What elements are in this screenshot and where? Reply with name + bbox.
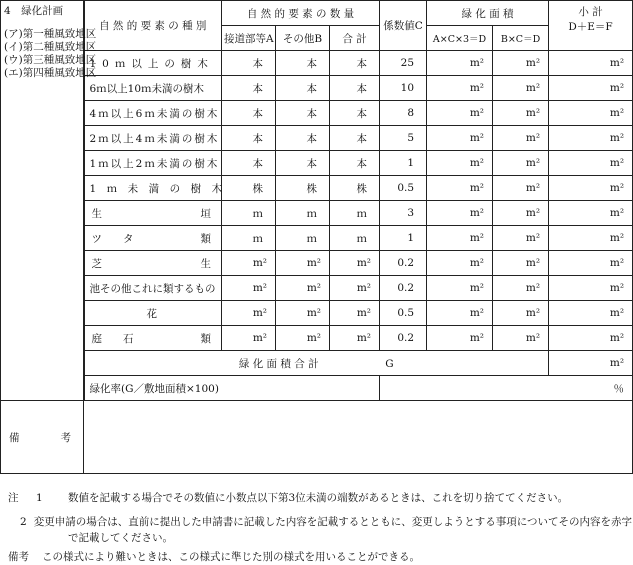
- row-unit-b[interactable]: ｍ: [276, 226, 330, 251]
- row-coefficient: 10: [380, 76, 427, 101]
- note-2: [8, 514, 632, 530]
- section-title: 4 緑化計画: [4, 5, 64, 17]
- row-coefficient: 1: [380, 226, 427, 251]
- bikou-text: この様式により難いときは、この様式に準じた別の様式を用いることができる。: [42, 551, 420, 563]
- row-category-right: 類: [200, 332, 211, 345]
- row-category: 1 ｍ 未 満 の 樹 木: [84, 176, 222, 201]
- row-unit-f[interactable]: m²: [549, 151, 633, 176]
- row-unit-d[interactable]: m²: [427, 276, 493, 301]
- row-unit-a[interactable]: 株: [222, 176, 276, 201]
- total-row-label: 緑 化 面 積 合 計: [238, 357, 319, 370]
- row-unit-a[interactable]: ｍ: [222, 226, 276, 251]
- row-unit-b[interactable]: 本: [276, 126, 330, 151]
- note-text: 数値を記載する場合でその数値に小数点以下第3位未満の端数があるときは、これを切り捨ててください。: [68, 492, 569, 504]
- row-category: 池その他これに類するもの: [84, 276, 222, 301]
- row-unit-d[interactable]: m²: [427, 176, 493, 201]
- note-1: [8, 490, 632, 506]
- row-category-cell: [84, 251, 222, 276]
- header-road-side: 接道部等A: [222, 26, 276, 51]
- row-unit-f[interactable]: m²: [549, 301, 633, 326]
- row-category-cell: [84, 326, 222, 351]
- row-unit-a[interactable]: ｍ: [222, 201, 276, 226]
- row-category: 6ｍ以上10ｍ未満の樹木: [84, 76, 222, 101]
- row-category: 2ｍ以上4ｍ未満の樹木: [84, 126, 222, 151]
- row-unit-b[interactable]: m²: [276, 326, 330, 351]
- row-category-right: 類: [200, 232, 211, 245]
- row-category-left: 生: [91, 207, 102, 220]
- row-coefficient: 0.2: [380, 251, 427, 276]
- row-category-left: 庭 石: [91, 332, 134, 345]
- header-category: 自 然 的 要 素 の 種 別: [84, 1, 222, 51]
- notes-label: 注: [8, 492, 19, 504]
- row-coefficient: 0.2: [380, 326, 427, 351]
- row-unit-total[interactable]: ｍ: [330, 201, 380, 226]
- row-unit-d[interactable]: m²: [427, 301, 493, 326]
- row-unit-f[interactable]: m²: [549, 51, 633, 76]
- total-row-value[interactable]: m²: [549, 351, 633, 376]
- row-unit-total[interactable]: m²: [330, 251, 380, 276]
- row-coefficient: 1: [380, 151, 427, 176]
- row-unit-e[interactable]: m²: [493, 176, 549, 201]
- row-coefficient: 0.5: [380, 176, 427, 201]
- row-unit-e[interactable]: m²: [493, 101, 549, 126]
- row-category-left: 芝: [91, 257, 102, 270]
- row-unit-b[interactable]: 本: [276, 51, 330, 76]
- notes-section: [8, 490, 632, 565]
- row-unit-d[interactable]: m²: [427, 226, 493, 251]
- row-category: 10ｍ以上の樹木: [84, 51, 222, 76]
- row-unit-f[interactable]: m²: [549, 251, 633, 276]
- row-category-cell: [84, 201, 222, 226]
- header-subtotal-formula: D＋E＝F: [568, 21, 613, 33]
- rate-row-value[interactable]: ％: [380, 376, 633, 401]
- row-unit-b[interactable]: m²: [276, 251, 330, 276]
- row-unit-e[interactable]: m²: [493, 276, 549, 301]
- zone-3: (ウ)第三種風致地区: [4, 54, 97, 66]
- row-unit-total[interactable]: m²: [330, 326, 380, 351]
- row-coefficient: 3: [380, 201, 427, 226]
- row-unit-total[interactable]: m²: [330, 301, 380, 326]
- row-unit-e[interactable]: m²: [493, 76, 549, 101]
- header-subtotal: 小 計: [578, 6, 603, 18]
- row-unit-d[interactable]: m²: [427, 251, 493, 276]
- row-unit-f[interactable]: m²: [549, 76, 633, 101]
- total-row-label-cell: [84, 351, 549, 376]
- row-category-right: 生: [200, 257, 211, 270]
- row-category-cell: [84, 301, 222, 326]
- bikou-row: [8, 549, 632, 565]
- row-coefficient: 5: [380, 126, 427, 151]
- row-unit-f[interactable]: m²: [549, 276, 633, 301]
- note-2-continued: で記載してください。: [68, 532, 173, 544]
- row-unit-d[interactable]: m²: [427, 76, 493, 101]
- header-greening-area: 緑 化 面 積: [427, 1, 549, 26]
- row-unit-e[interactable]: m²: [493, 301, 549, 326]
- remarks-label-left: 備: [9, 431, 20, 444]
- remarks-label-right: 考: [60, 431, 71, 444]
- row-unit-e[interactable]: m²: [493, 326, 549, 351]
- row-unit-total[interactable]: 株: [330, 176, 380, 201]
- row-unit-a[interactable]: 本: [222, 76, 276, 101]
- remarks-field[interactable]: [84, 401, 633, 474]
- row-unit-b[interactable]: 株: [276, 176, 330, 201]
- section-cell: [1, 1, 97, 401]
- row-unit-f[interactable]: m²: [549, 126, 633, 151]
- row-unit-d[interactable]: m²: [427, 126, 493, 151]
- zone-1: (ア)第一種風致地区: [4, 28, 97, 40]
- row-unit-total[interactable]: 本: [330, 126, 380, 151]
- row-unit-d[interactable]: m²: [427, 51, 493, 76]
- row-category-right: 垣: [200, 207, 211, 220]
- row-unit-total[interactable]: 本: [330, 101, 380, 126]
- note-text: 変更申請の場合は、直前に提出した申請書に記載した内容を記載するとともに、変更しようとする事項についてその内容を赤字: [33, 516, 632, 528]
- row-coefficient: 0.5: [380, 301, 427, 326]
- row-unit-e[interactable]: m²: [493, 51, 549, 76]
- row-unit-e[interactable]: m²: [493, 251, 549, 276]
- row-category-left: ツ タ: [91, 232, 134, 245]
- row-unit-b[interactable]: 本: [276, 76, 330, 101]
- header-coefficient: 係数値C: [380, 1, 427, 51]
- row-unit-b[interactable]: m²: [276, 276, 330, 301]
- rate-row-label: 緑化率(G／敷地面積×100): [84, 376, 380, 401]
- total-row-symbol: G: [385, 357, 394, 370]
- row-unit-a[interactable]: 本: [222, 51, 276, 76]
- row-unit-f[interactable]: m²: [549, 101, 633, 126]
- row-unit-e[interactable]: m²: [493, 201, 549, 226]
- row-category: 4ｍ以上6ｍ未満の樹木: [84, 101, 222, 126]
- row-unit-b[interactable]: m²: [276, 301, 330, 326]
- row-category: 1ｍ以上2ｍ未満の樹木: [84, 151, 222, 176]
- header-subtotal-cell: [549, 1, 633, 51]
- row-unit-total[interactable]: m²: [330, 276, 380, 301]
- header-formula-e: B×C＝D: [493, 26, 549, 51]
- zone-2: (イ)第二種風致地区: [4, 41, 97, 53]
- row-unit-b[interactable]: 本: [276, 151, 330, 176]
- row-unit-e[interactable]: m²: [493, 126, 549, 151]
- row-category-cell: [84, 226, 222, 251]
- row-unit-e[interactable]: m²: [493, 226, 549, 251]
- row-unit-d[interactable]: m²: [427, 326, 493, 351]
- row-unit-a[interactable]: m²: [222, 326, 276, 351]
- row-unit-a[interactable]: m²: [222, 251, 276, 276]
- row-unit-d[interactable]: m²: [427, 201, 493, 226]
- row-unit-total[interactable]: 本: [330, 151, 380, 176]
- row-unit-f[interactable]: m²: [549, 226, 633, 251]
- header-other: その他B: [276, 26, 330, 51]
- row-unit-b[interactable]: ｍ: [276, 201, 330, 226]
- row-unit-total[interactable]: 本: [330, 51, 380, 76]
- note-number: 2: [20, 516, 27, 528]
- row-unit-a[interactable]: 本: [222, 126, 276, 151]
- zone-4: (エ)第四種風致地区: [4, 67, 97, 79]
- row-unit-f[interactable]: m²: [549, 176, 633, 201]
- bikou-label: 備考: [8, 551, 29, 563]
- row-unit-e[interactable]: m²: [493, 151, 549, 176]
- header-formula-d: A×C×3＝D: [427, 26, 493, 51]
- row-unit-a[interactable]: m²: [222, 301, 276, 326]
- note-number: 1: [36, 492, 43, 504]
- remarks-label-cell: [1, 401, 84, 474]
- header-total: 合 計: [330, 26, 380, 51]
- row-coefficient: 25: [380, 51, 427, 76]
- row-unit-d[interactable]: m²: [427, 151, 493, 176]
- row-unit-a[interactable]: m²: [222, 276, 276, 301]
- row-coefficient: 0.2: [380, 276, 427, 301]
- row-unit-total[interactable]: 本: [330, 76, 380, 101]
- row-unit-total[interactable]: ｍ: [330, 226, 380, 251]
- row-unit-f[interactable]: m²: [549, 326, 633, 351]
- row-unit-f[interactable]: m²: [549, 201, 633, 226]
- row-unit-a[interactable]: 本: [222, 151, 276, 176]
- row-unit-d[interactable]: m²: [427, 101, 493, 126]
- row-coefficient: 8: [380, 101, 427, 126]
- row-unit-a[interactable]: 本: [222, 101, 276, 126]
- header-quantity: 自 然 的 要 素 の 数 量: [222, 1, 380, 26]
- row-category-right: 花: [146, 307, 157, 320]
- row-unit-b[interactable]: 本: [276, 101, 330, 126]
